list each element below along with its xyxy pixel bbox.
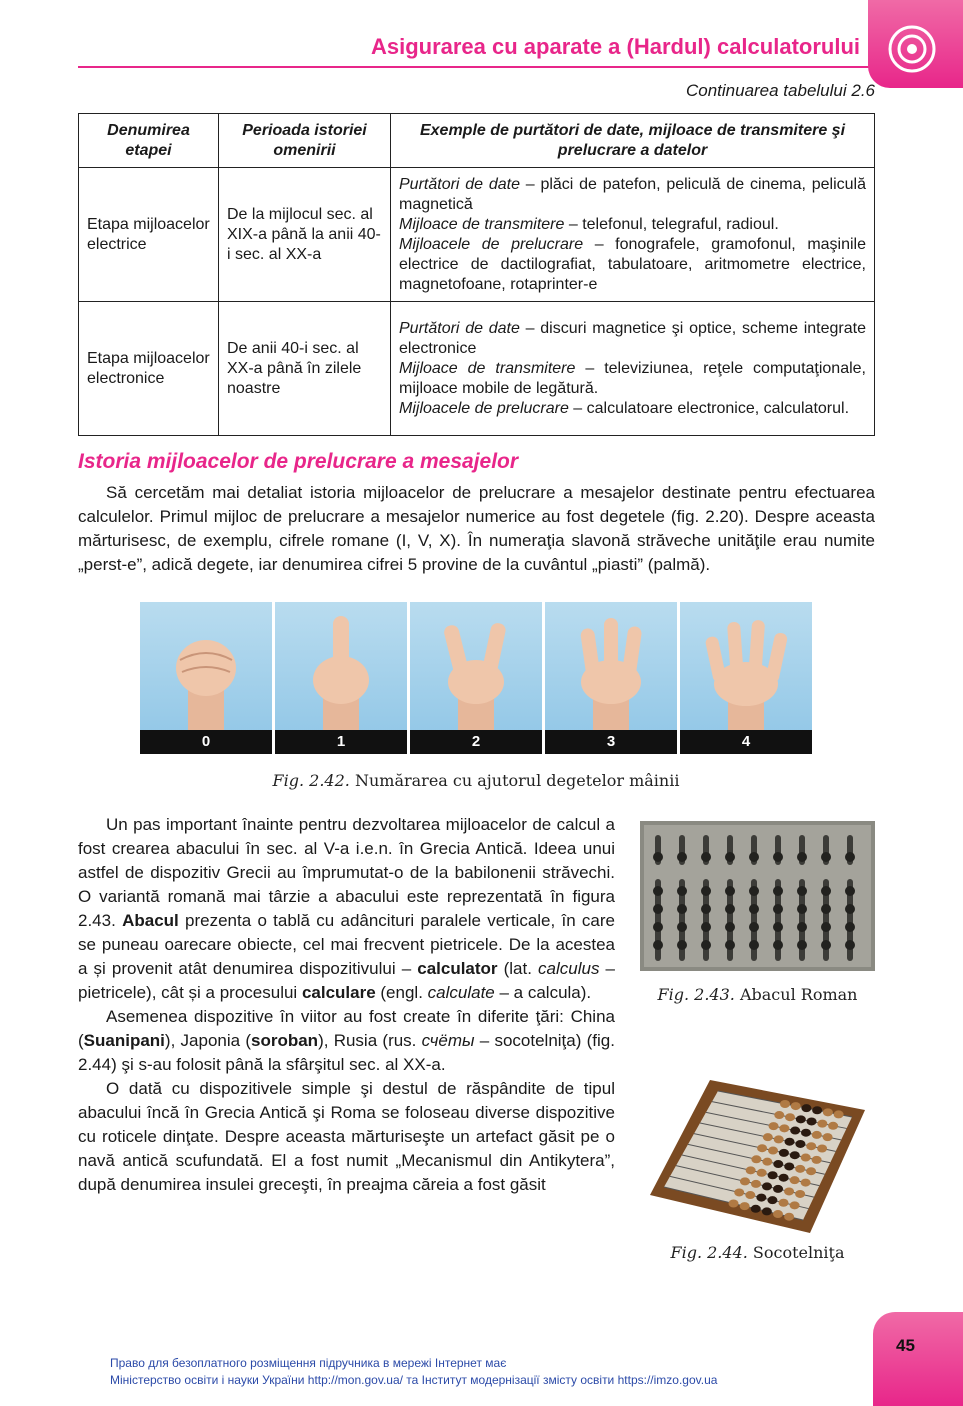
stage-cell: Etapa mijloacelor electronice bbox=[79, 302, 219, 436]
fist-image bbox=[140, 602, 272, 730]
line-label: Mijloace de transmitere bbox=[399, 215, 565, 233]
paragraph-intro: Să cercetăm mai detaliat istoria mijloacelor de prelucrare a mesajelor destinate pentru efectuarea calculelor. Primul mijloc de prelucrare a mesajelor numerice au fost degetele (fig. 2.20). Despre aceasta mărturisesc, de exemplu, cifrele romane (I, V, X). În numeraţia slavonă străveche unităţile erau numite „perst-e”, adică degete, iar denumirea cifrei 5 provine de la cuvântul „piasti” (palmă). bbox=[78, 483, 875, 574]
page-number-tab bbox=[873, 1312, 963, 1406]
hand-label: 2 bbox=[410, 730, 542, 754]
figure-text: Socotelniţa bbox=[747, 1243, 845, 1262]
line-label: Mijloace de transmitere bbox=[399, 359, 576, 377]
section-title: Istoria mijloacelor de prelucrare a mesajelor bbox=[78, 450, 519, 473]
line-label: Mijloacele de prelucrare bbox=[399, 399, 569, 417]
table-header-row bbox=[79, 114, 875, 168]
line-label: Purtători de date bbox=[399, 319, 520, 337]
footer-line: Право для безоплатного розміщення підручника в мережі Інтернет має bbox=[110, 1356, 507, 1370]
hand-panel bbox=[275, 602, 407, 754]
hand-label: 4 bbox=[680, 730, 812, 754]
hand-panel bbox=[410, 602, 542, 754]
stage-cell: Etapa mijloacelor electrice bbox=[79, 168, 219, 302]
hand-label: 1 bbox=[275, 730, 407, 754]
one-finger-image bbox=[275, 602, 407, 730]
hand-label: 0 bbox=[140, 730, 272, 754]
header-divider bbox=[78, 66, 878, 68]
figure-number: Fig. 2.43. bbox=[657, 985, 735, 1004]
line-label: Mijloacele de prelucrare bbox=[399, 235, 584, 253]
page-header-title: Asigurarea cu aparate a (Hardul) calculatorului bbox=[370, 34, 860, 59]
hand-label: 3 bbox=[545, 730, 677, 754]
page-number: 45 bbox=[896, 1336, 915, 1355]
table-row bbox=[79, 302, 875, 436]
line-text: – discuri magnetice şi optice, scheme integrate electronice bbox=[399, 319, 866, 357]
finger-counting-figure bbox=[140, 602, 812, 754]
paragraph-abacus: Un pas important înainte pentru dezvoltarea mijloacelor de calcul a fost crearea abacului în sec. al V-a i.e.n. în Grecia Antică. Ideea unui astfel de dispozitiv Grecii au împrumutat-o de la babilonenii străvechi. O variantă romană mai târzie a abacului este reprezentată în figura 2.43. Abacul prezenta o tablă cu adâncituri paralele verticale, în care se puneau oarecare obiecte, cel mai frecvent pietricele. De la acestea a și provenit atât denumirea dispozitivului – calculator (lat. calculus – pietricele), cât și a procesului calculare (engl. calculate – a calcula). bbox=[78, 815, 615, 1002]
figure-number: Fig. 2.44. bbox=[670, 1243, 748, 1262]
hand-panel bbox=[140, 602, 272, 754]
examples-cell bbox=[391, 302, 875, 436]
figure-text: Numărarea cu ajutorul degetelor mâinii bbox=[349, 771, 680, 790]
figure-caption bbox=[640, 1243, 875, 1262]
table-header: Denumirea etapei bbox=[79, 114, 219, 168]
three-fingers-image bbox=[545, 602, 677, 730]
line-text: – telefonul, telegraful, radioul. bbox=[564, 215, 779, 233]
paragraph-antikythera: O dată cu dispozitivele simple şi destul de răspândite de tipul abacului încă în Grecia Antică şi Roma se foloseau diverse dispozitive cu roticele dinţate. Despre aceasta mărturiseşte un artefact găsit pe o navă antică scufundată. El a fost numit „Mecanismul din Antikytera”, după denumirea insulei greceşti, în preajma căreia a fost găsit bbox=[78, 1079, 615, 1194]
figure-text: Abacul Roman bbox=[734, 985, 858, 1004]
table-row bbox=[79, 168, 875, 302]
four-fingers-image bbox=[680, 602, 812, 730]
two-fingers-image bbox=[410, 602, 542, 730]
body-text bbox=[78, 813, 615, 1197]
line-text: – plăci de patefon, peliculă de cinema, peliculă magnetică bbox=[399, 175, 867, 213]
hand-panel bbox=[680, 602, 812, 754]
paragraph-devices: Asemenea dispozitive în viitor au fost create în diferite ţări: China (Suanipani), Japonia (soroban), Rusia (rus. счёты – socotelniţa) (fig. 2.44) şi s-au folosit până la sfârşitul sec. al XX-a. bbox=[78, 1007, 615, 1074]
period-cell: De la mijlocul sec. al XIX-a până la anii 40-i sec. al XX-a bbox=[219, 168, 391, 302]
counting-frame-image bbox=[650, 1075, 865, 1235]
line-text: – televiziunea, reţele computaţionale, mijloace mobile de legătură. bbox=[399, 359, 867, 397]
figure-number: Fig. 2.42. bbox=[272, 771, 350, 790]
history-table bbox=[78, 113, 875, 436]
figure-caption bbox=[140, 771, 812, 790]
period-cell: De anii 40-i sec. al XX-a până în zilele noastre bbox=[219, 302, 391, 436]
line-label: Purtători de date bbox=[399, 175, 520, 193]
table-header: Exemple de purtători de date, mijloace de transmitere şi prelucrare a datelor bbox=[391, 114, 875, 168]
line-text: – fonografele, gramofonul, maşinile electrice de dactilografiat, tabulatoare, aritmometre electrice, magnetofoane, rotaprinter-e bbox=[399, 235, 867, 293]
examples-cell bbox=[391, 168, 875, 302]
hand-panel bbox=[545, 602, 677, 754]
table-header: Perioada istoriei omenirii bbox=[219, 114, 391, 168]
line-text: – calculatoare electronice, calculatorul. bbox=[568, 399, 850, 417]
roman-abacus-image bbox=[640, 821, 875, 971]
table-caption: Continuarea tabelului 2.6 bbox=[685, 81, 875, 100]
footer-line: Міністерство освіти і науки України http://mon.gov.ua/ та Інститут модернізації змісту освіти https://imzo.gov.ua bbox=[110, 1373, 718, 1387]
figure-caption bbox=[640, 983, 875, 1006]
disc-icon bbox=[887, 24, 937, 74]
